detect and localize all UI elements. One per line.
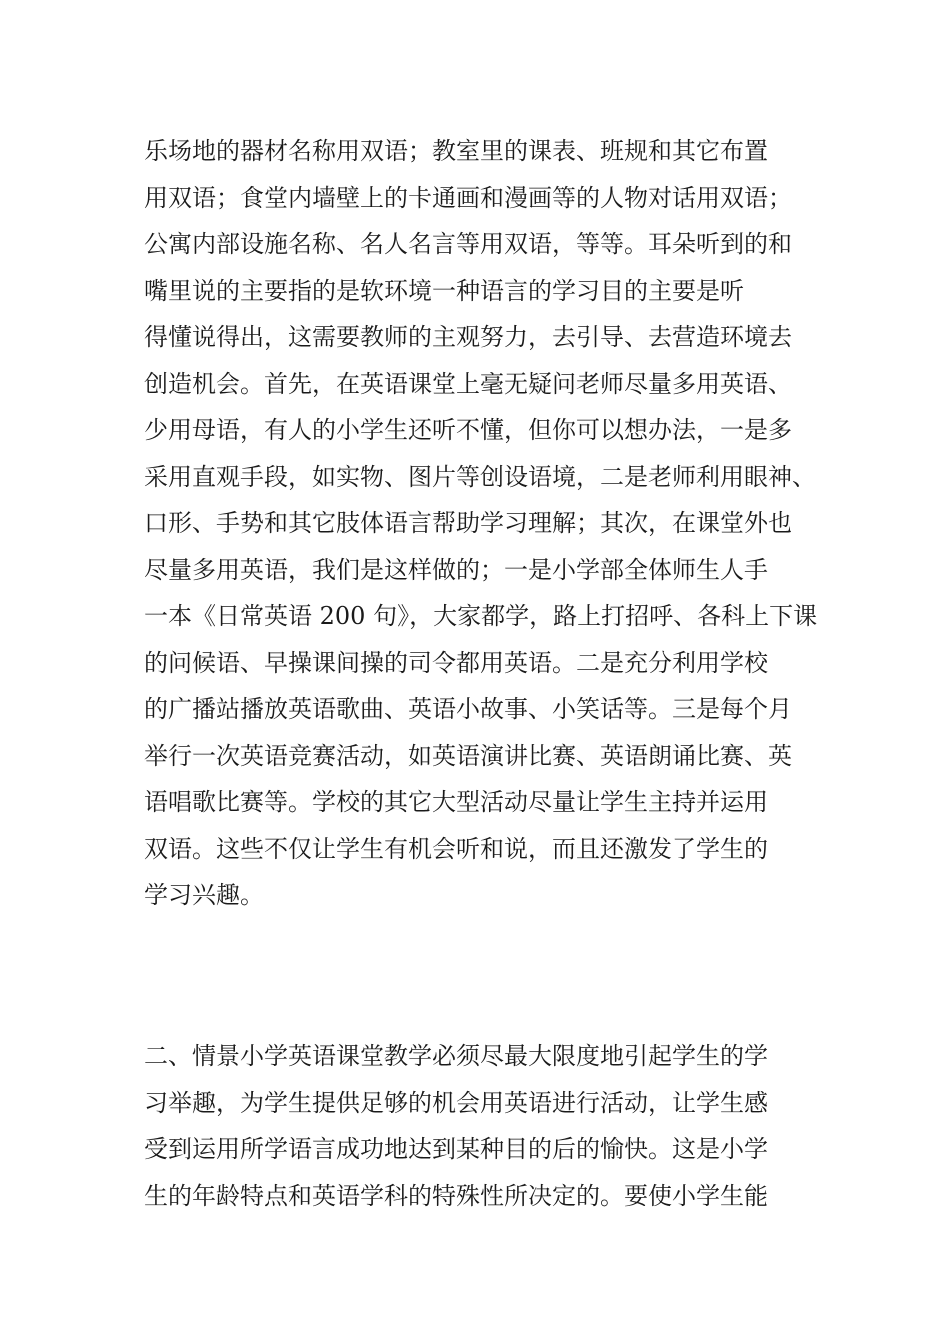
text-line: 口形、手势和其它肢体语言帮助学习理解；其次，在课堂外也 — [144, 509, 792, 537]
text-line: 尽量多用英语，我们是这样做的；一是小学部全体师生人手 — [144, 555, 768, 584]
paragraph-section-two-situational-teaching — [144, 1033, 768, 1219]
text-line: 得懂说得出，这需要教师的主观努力，去引导、去营造环境去 — [144, 323, 792, 351]
text-line: 少用母语，有人的小学生还听不懂，但你可以想办法，一是多 — [144, 416, 792, 444]
text-line: 一本《日常英语 200 句》，大家都学，路上打招呼、各科上下课 — [144, 602, 818, 630]
text-line: 公寓内部设施名称、名人名言等用双语，等等。耳朵听到的和 — [144, 230, 792, 258]
text-line: 的广播站播放英语歌曲、英语小故事、小笑话等。三是每个月 — [144, 695, 792, 723]
text-line: 语唱歌比赛等。学校的其它大型活动尽量让学生主持并运用 — [144, 788, 768, 816]
text-line: 二、情景小学英语课堂教学必须尽最大限度地引起学生的学 — [144, 1042, 768, 1070]
text-line: 习举趣，为学生提供足够的机会用英语进行活动，让学生感 — [144, 1088, 768, 1117]
text-line: 举行一次英语竞赛活动，如英语演讲比赛、英语朗诵比赛、英 — [144, 741, 792, 770]
text-line: 创造机会。首先，在英语课堂上毫无疑问老师尽量多用英语、 — [144, 369, 792, 398]
text-line: 学习兴趣。 — [144, 881, 264, 909]
text-line: 双语。这些不仅让学生有机会听和说，而且还激发了学生的 — [144, 834, 768, 863]
text-line: 受到运用所学语言成功地达到某种目的后的愉快。这是小学 — [144, 1135, 768, 1163]
text-line: 生的年龄特点和英语学科的特殊性所决定的。要使小学生能 — [144, 1181, 768, 1210]
paragraph-bilingual-environment — [144, 128, 817, 919]
text-line: 的问候语、早操课间操的司令都用英语。二是充分利用学校 — [144, 648, 768, 677]
text-line: 采用直观手段，如实物、图片等创设语境，二是老师利用眼神、 — [144, 462, 816, 491]
text-line: 用双语；食堂内墙壁上的卡通画和漫画等的人物对话用双语； — [144, 183, 792, 212]
text-line: 乐场地的器材名称用双语；教室里的课表、班规和其它布置 — [144, 137, 768, 165]
text-line: 嘴里说的主要指的是软环境一种语言的学习目的主要是听 — [144, 276, 744, 305]
